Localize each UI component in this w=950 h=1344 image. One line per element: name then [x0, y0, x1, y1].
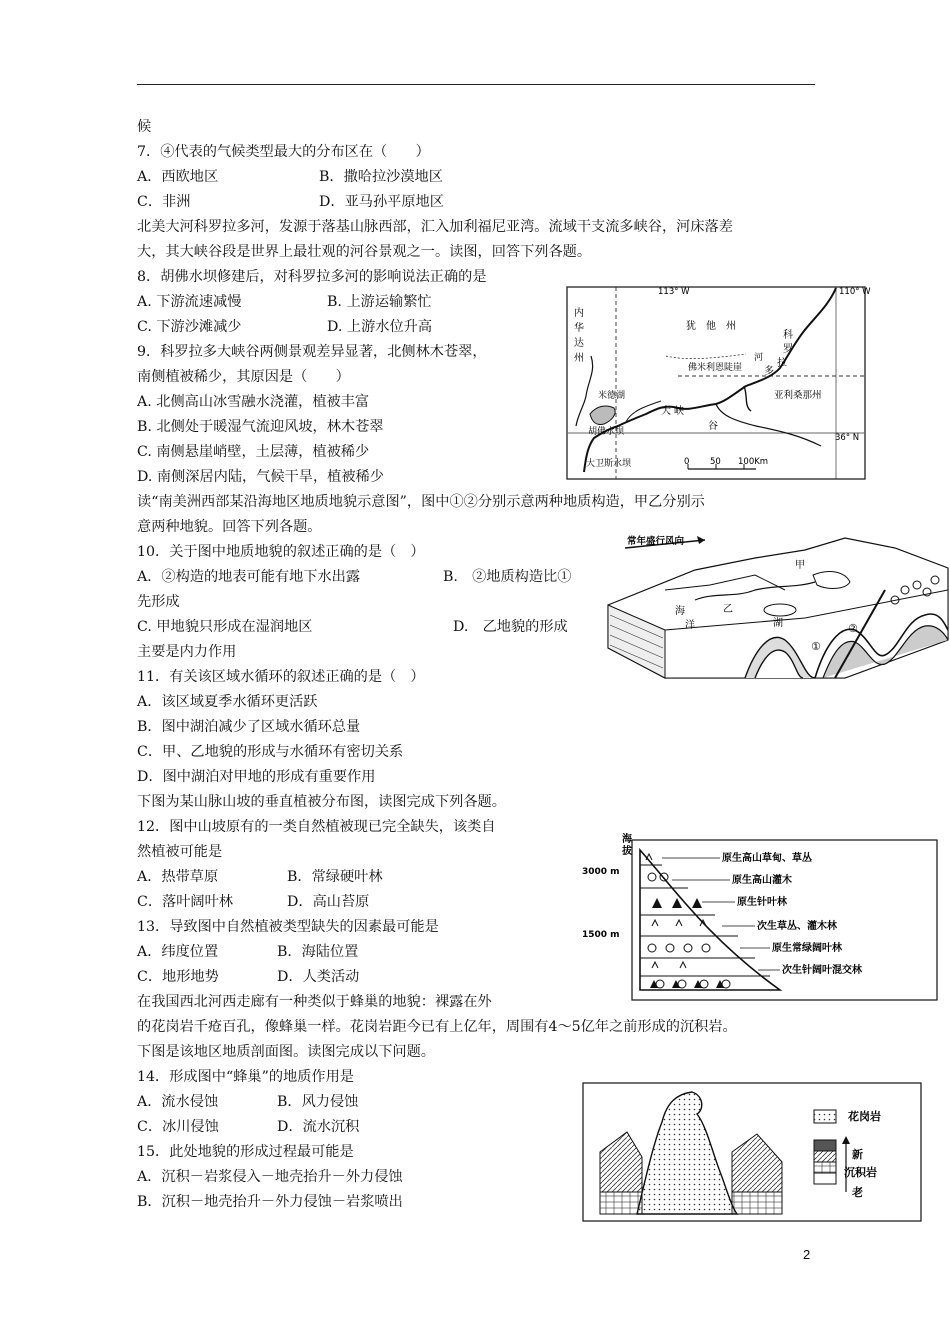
text-line: A．热带草原 [137, 869, 219, 885]
text-line: 大，其大峡谷段是世界上最壮观的河谷景观之一。读图，回答下列各题。 [137, 244, 592, 260]
text-line: 北美大河科罗拉多河，发源于落基山脉西部，汇入加利福尼亚湾。流域干支流多峡谷，河床落差 [137, 219, 733, 235]
text-line: B．常绿硬叶林 [287, 869, 383, 885]
svg-text:常年盛行风向: 常年盛行风向 [627, 536, 685, 547]
svg-text:河: 河 [754, 353, 764, 363]
text-line: C．非洲 [137, 194, 191, 210]
text-line: 然植被可能是 [137, 844, 223, 860]
text-line: D. 南侧深居内陆，气候干旱，植被稀少 [137, 469, 384, 485]
svg-text:花岗岩: 花岗岩 [848, 1110, 881, 1123]
text-line: 13．导致图中自然植被类型缺失的因素最可能是 [137, 919, 439, 935]
text-line: 的花岗岩千疮百孔，像蜂巢一样。花岗岩距今已有上亿年，周围有4～5亿年之前形成的沉积岩。 [137, 1019, 737, 1035]
text-line: D. 上游水位升高 [327, 319, 433, 335]
text-line: 候 [137, 119, 152, 135]
svg-text:大卫斯水坝: 大卫斯水坝 [586, 459, 632, 469]
text-line: 先形成 [137, 594, 180, 610]
svg-text:峡: 峡 [674, 406, 684, 417]
text-line: 14．形成图中“蜂巢”的地质作用是 [137, 1069, 354, 1085]
svg-text:拉: 拉 [777, 358, 787, 369]
svg-text:胡佛水坝: 胡佛水坝 [588, 427, 625, 437]
svg-text:0: 0 [684, 457, 690, 467]
text-line: 11．有关该区域水循环的叙述正确的是（ ） [137, 669, 425, 685]
text-line: 主要是内力作用 [137, 644, 237, 660]
text-line: D．高山苔原 [287, 894, 370, 910]
text-line: C. 南侧悬崖峭壁，土层薄，植被稀少 [137, 444, 370, 460]
svg-text:华: 华 [574, 323, 584, 334]
text-line: C．落叶阔叶林 [137, 894, 233, 910]
geology-block-diagram [605, 530, 950, 680]
svg-text:大: 大 [661, 406, 671, 417]
svg-text:甲: 甲 [795, 560, 805, 571]
svg-text:原生常绿阔叶林: 原生常绿阔叶林 [772, 943, 842, 954]
text-line: 意两种地貌。回答下列各题。 [137, 519, 322, 535]
text-line: 7．④代表的气候类型最大的分布区在（ ） [137, 144, 430, 160]
text-line: A．西欧地区 [137, 169, 219, 185]
svg-text:亚利桑那州: 亚利桑那州 [774, 390, 822, 401]
text-line: C．地形地势 [137, 969, 219, 985]
svg-text:1500 m: 1500 m [582, 930, 620, 940]
svg-text:洋: 洋 [685, 620, 695, 631]
text-line: 下图是该地区地质剖面图。读图完成以下问题。 [137, 1044, 435, 1060]
vegetation-zone-diagram [580, 830, 950, 1005]
svg-text:科: 科 [783, 330, 793, 341]
text-line: C. 下游沙滩减少 [137, 319, 242, 335]
text-line: 10．关于图中地质地貌的叙述正确的是（ ） [137, 544, 425, 560]
svg-text:湖: 湖 [773, 618, 783, 629]
svg-text:50: 50 [710, 457, 721, 467]
text-line: A．沉积－岩浆侵入－地壳抬升－外力侵蚀 [137, 1169, 403, 1185]
text-line: C．冰川侵蚀 [137, 1119, 219, 1135]
text-line: A．该区域夏季水循环更活跃 [137, 694, 318, 710]
svg-text:内: 内 [574, 308, 584, 319]
svg-text:罗: 罗 [783, 344, 793, 355]
svg-text:次生针阔叶混交林: 次生针阔叶混交林 [782, 965, 862, 976]
svg-text:100Km: 100Km [738, 457, 769, 467]
text-line: B．海陆位置 [277, 944, 359, 960]
svg-text:多: 多 [764, 366, 774, 377]
text-line: B. 上游运输繁忙 [327, 294, 432, 310]
text-line: 在我国西北河西走廊有一种类似于蜂巢的地貌：裸露在外 [137, 994, 492, 1010]
svg-text:佛米利恩陡崖: 佛米利恩陡崖 [688, 363, 743, 373]
svg-text:海: 海 [622, 834, 632, 845]
text-line: A. 下游流速减慢 [137, 294, 242, 310]
text-line: A．流水侵蚀 [137, 1094, 219, 1110]
svg-text:3000 m: 3000 m [582, 867, 620, 877]
text-line: D．亚马孙平原地区 [319, 194, 444, 210]
svg-text:谷: 谷 [708, 421, 718, 432]
svg-text:次生草丛、灌木林: 次生草丛、灌木林 [757, 921, 837, 932]
svg-text:拔: 拔 [622, 846, 632, 857]
svg-text:海: 海 [675, 606, 685, 617]
text-line: B. ②地质构造比① [443, 569, 572, 585]
text-line: C．甲、乙地貌的形成与水循环有密切关系 [137, 744, 404, 760]
text-line: 9．科罗拉多大峡谷两侧景观差异显著，北侧林木苍翠， [137, 344, 487, 360]
header-rule [137, 84, 815, 85]
text-line: D．图中湖泊对甲地的形成有重要作用 [137, 769, 376, 785]
svg-text:米德湖: 米德湖 [598, 391, 626, 401]
svg-text:110° W: 110° W [839, 287, 871, 297]
text-line: B. 北侧处于暖湿气流迎风坡，林木苍翠 [137, 419, 384, 435]
text-line: 8．胡佛水坝修建后，对科罗拉多河的影响说法正确的是 [137, 269, 487, 285]
page-number: 2 [803, 1247, 811, 1262]
text-line: B．风力侵蚀 [277, 1094, 359, 1110]
text-line: B．沉积－地壳抬升－外力侵蚀－岩浆喷出 [137, 1194, 403, 1210]
svg-text:①: ① [811, 640, 821, 653]
text-line: A．②构造的地表可能有地下水出露 [137, 569, 361, 585]
svg-text:沉积岩: 沉积岩 [844, 1166, 877, 1179]
svg-text:达: 达 [574, 338, 584, 349]
text-line: C. 甲地貌只形成在湿润地区 [137, 619, 313, 635]
granite-cross-section [582, 1082, 922, 1222]
svg-text:原生针叶林: 原生针叶林 [737, 897, 787, 908]
svg-text:原生高山草甸、草丛: 原生高山草甸、草丛 [722, 853, 812, 864]
text-line: D. 乙地貌的形成 [453, 619, 568, 635]
text-line: D．流水沉积 [277, 1119, 360, 1135]
svg-text:36° N: 36° N [835, 433, 860, 443]
svg-text:原生高山灌木: 原生高山灌木 [732, 875, 792, 886]
svg-text:②: ② [848, 622, 858, 635]
text-line: A．纬度位置 [137, 944, 219, 960]
text-line: 15．此处地貌的形成过程最可能是 [137, 1144, 354, 1160]
text-line: 读“南美洲西部某沿海地区地质地貌示意图”，图中①②分别示意两种地质构造，甲乙分别示 [137, 494, 705, 510]
colorado-river-map [566, 286, 871, 480]
svg-text:113° W: 113° W [658, 287, 690, 297]
svg-text:老: 老 [852, 1186, 863, 1199]
text-line: 南侧植被稀少，其原因是（ ） [137, 369, 350, 385]
svg-text:新: 新 [852, 1148, 863, 1161]
text-line: B．图中湖泊减少了区域水循环总量 [137, 719, 361, 735]
text-line: 12．图中山坡原有的一类自然植被现已完全缺失，该类自 [137, 819, 496, 835]
text-line: D．人类活动 [277, 969, 360, 985]
svg-text:州: 州 [574, 353, 584, 364]
text-line: B．撒哈拉沙漠地区 [319, 169, 443, 185]
text-line: A. 北侧高山冰雪融水浇灌，植被丰富 [137, 394, 370, 410]
text-line: 下图为某山脉山坡的垂直植被分布图，读图完成下列各题。 [137, 794, 506, 810]
svg-text:乙: 乙 [723, 604, 733, 615]
svg-text:犹 他 州: 犹 他 州 [686, 321, 736, 332]
